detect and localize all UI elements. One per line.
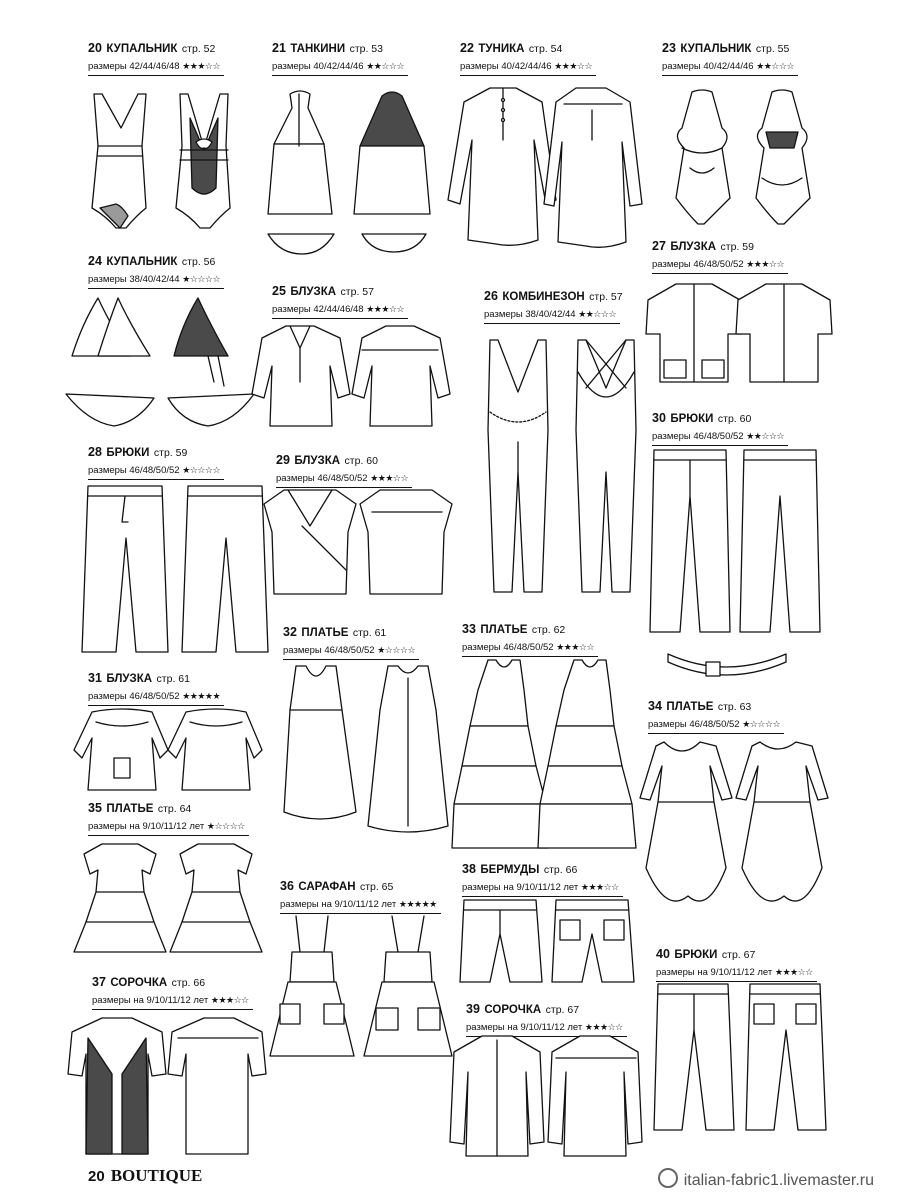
item-page: стр. 52 (181, 43, 216, 55)
item-name: БЛУЗКА (290, 286, 337, 298)
item-name: КОМБИНЕЗОН (502, 291, 585, 303)
item-29 (276, 452, 412, 488)
item-sizes-text: размеры 40/42/44/46 (272, 61, 364, 72)
item-number: 37 (92, 975, 106, 989)
dress-34-sketch (642, 738, 832, 918)
page-number: 20 (88, 1168, 105, 1185)
item-number: 24 (88, 254, 102, 268)
blouse-29-sketch (262, 486, 458, 598)
difficulty-stars: ★☆☆☆☆ (742, 719, 781, 729)
item-name: БРЮКИ (670, 413, 714, 425)
item-sizes-text: размеры 46/48/50/52 (88, 691, 180, 702)
item-sizes-text: размеры на 9/10/11/12 лет (88, 821, 205, 832)
item-sizes (484, 309, 620, 324)
shirt-39-sketch (446, 1032, 644, 1160)
item-name: БЛУЗКА (670, 241, 717, 253)
swimsuit-23-sketch (662, 88, 832, 233)
item-name: ПЛАТЬЕ (106, 803, 154, 815)
item-sizes-text: размеры на 9/10/11/12 лет (462, 882, 579, 893)
watermark (658, 1168, 874, 1190)
item-sizes-text: размеры 46/48/50/52 (652, 431, 744, 442)
item-sizes-text: размеры на 9/10/11/12 лет (92, 995, 209, 1006)
item-25 (272, 283, 408, 319)
item-number: 34 (648, 699, 662, 713)
item-page: стр. 63 (717, 701, 752, 713)
item-32 (283, 624, 419, 660)
item-number: 40 (656, 947, 670, 961)
item-number: 32 (283, 625, 297, 639)
item-36 (280, 878, 441, 914)
item-page: стр. 66 (543, 864, 578, 876)
difficulty-stars: ★☆☆☆☆ (182, 274, 221, 284)
item-name: КУПАЛЬНИК (106, 43, 178, 55)
item-sizes (88, 274, 224, 289)
page-footer (88, 1166, 202, 1186)
item-name: ПЛАТЬЕ (480, 624, 528, 636)
item-name: ТАНКИНИ (290, 43, 346, 55)
item-page: стр. 56 (181, 256, 216, 268)
difficulty-stars: ★★★☆☆ (746, 259, 785, 269)
item-page: стр. 67 (721, 949, 756, 961)
difficulty-stars: ★★★☆☆ (210, 995, 249, 1005)
item-page: стр. 60 (344, 455, 378, 467)
difficulty-stars: ★★☆☆☆ (756, 61, 795, 71)
item-page: стр. 57 (589, 291, 623, 303)
item-number: 31 (88, 671, 102, 685)
difficulty-stars: ★★★★★ (182, 691, 221, 701)
item-sizes (648, 719, 784, 734)
item-page: стр. 59 (720, 241, 754, 253)
item-page: стр. 62 (531, 624, 566, 636)
item-page: стр. 66 (171, 977, 206, 989)
item-name: ПЛАТЬЕ (666, 701, 714, 713)
item-sizes (88, 691, 224, 706)
item-number: 29 (276, 453, 290, 467)
item-sizes (92, 995, 253, 1010)
item-28 (88, 444, 224, 480)
item-page: стр. 61 (352, 627, 387, 639)
item-sizes-text: размеры 46/48/50/52 (276, 473, 368, 484)
item-number: 36 (280, 879, 294, 893)
item-sizes (460, 61, 596, 76)
difficulty-stars: ★★★☆☆ (774, 967, 813, 977)
item-page: стр. 67 (545, 1004, 580, 1016)
item-name: БЕРМУДЫ (480, 864, 540, 876)
item-number: 27 (652, 239, 666, 253)
item-sizes (462, 882, 623, 897)
item-sizes-text: размеры 40/42/44/46 (460, 61, 552, 72)
item-name: ПЛАТЬЕ (301, 627, 349, 639)
item-38 (462, 861, 623, 897)
difficulty-stars: ★★★★★ (398, 899, 437, 909)
item-sizes-text: размеры на 9/10/11/12 лет (280, 899, 397, 910)
difficulty-stars: ★★★☆☆ (580, 882, 619, 892)
item-number: 39 (466, 1002, 480, 1016)
difficulty-stars: ★★★☆☆ (182, 61, 221, 71)
item-sizes (462, 642, 598, 657)
item-35 (88, 800, 249, 836)
difficulty-stars: ★☆☆☆☆ (182, 465, 221, 475)
item-sizes-text: размеры 40/42/44/46 (662, 61, 754, 72)
trousers-40-sketch (650, 980, 840, 1140)
item-27 (652, 238, 788, 274)
item-23 (662, 40, 798, 76)
item-sizes (88, 61, 224, 76)
item-20 (88, 40, 224, 76)
item-sizes-text: размеры на 9/10/11/12 лет (656, 967, 773, 978)
item-page: стр. 54 (528, 43, 563, 55)
item-sizes (88, 821, 249, 836)
difficulty-stars: ★★★☆☆ (366, 304, 405, 314)
item-page: стр. 60 (717, 413, 752, 425)
difficulty-stars: ★☆☆☆☆ (377, 645, 416, 655)
dress-32-sketch (276, 662, 456, 830)
item-page: стр. 59 (153, 447, 188, 459)
livemaster-logo-icon (658, 1168, 678, 1188)
item-number: 33 (462, 622, 476, 636)
bikini-24-sketch (58, 294, 264, 444)
item-name: САРАФАН (298, 881, 356, 893)
item-name: КУПАЛЬНИК (680, 43, 752, 55)
item-26 (484, 288, 623, 324)
difficulty-stars: ★★☆☆☆ (366, 61, 405, 71)
shirt-37-sketch (66, 1014, 266, 1164)
swimsuit-20-sketch (76, 88, 246, 238)
difficulty-stars: ★★☆☆☆ (578, 309, 617, 319)
item-sizes-text: размеры 42/44/46/48 (272, 304, 364, 315)
item-sizes-text: размеры 46/48/50/52 (462, 642, 554, 653)
tunic-22-sketch (446, 80, 646, 250)
item-sizes-text: размеры 38/40/42/44 (88, 274, 180, 285)
item-sizes-text: размеры 46/48/50/52 (652, 259, 744, 270)
item-sizes-text: размеры на 9/10/11/12 лет (466, 1022, 583, 1033)
item-page: стр. 61 (156, 673, 190, 685)
shorts-38-sketch (456, 896, 646, 988)
trousers-28-sketch (76, 482, 276, 662)
item-name: БЛУЗКА (106, 673, 153, 685)
item-page: стр. 65 (359, 881, 394, 893)
tankini-21-sketch (262, 84, 442, 260)
blouse-31-sketch (72, 706, 268, 796)
difficulty-stars: ★★★☆☆ (554, 61, 593, 71)
pinafore-36-sketch (266, 912, 456, 1062)
item-name: КУПАЛЬНИК (106, 256, 178, 268)
item-sizes-text: размеры 42/44/46/48 (88, 61, 180, 72)
item-sizes-text: размеры 38/40/42/44 (484, 309, 576, 320)
item-sizes (662, 61, 798, 76)
item-number: 23 (662, 41, 676, 55)
item-40 (656, 946, 817, 982)
watermark-text: italian-fabric1.livemaster.ru (683, 1172, 874, 1189)
item-34 (648, 698, 784, 734)
item-24 (88, 253, 224, 289)
item-number: 26 (484, 289, 498, 303)
item-name: БРЮКИ (106, 447, 150, 459)
jumpsuit-26-sketch (478, 332, 648, 602)
trousers-30-sketch (646, 444, 846, 688)
difficulty-stars: ★★☆☆☆ (746, 431, 785, 441)
difficulty-stars: ★★★☆☆ (370, 473, 409, 483)
item-37 (92, 974, 253, 1010)
item-page: стр. 55 (755, 43, 790, 55)
item-number: 30 (652, 411, 666, 425)
difficulty-stars: ★☆☆☆☆ (206, 821, 245, 831)
item-page: стр. 57 (340, 286, 374, 298)
item-sizes (272, 304, 408, 319)
item-31 (88, 670, 224, 706)
dress-35-sketch (72, 840, 268, 960)
item-page: стр. 53 (349, 43, 383, 55)
dress-33-sketch (456, 656, 642, 856)
item-number: 35 (88, 801, 102, 815)
item-number: 25 (272, 284, 286, 298)
item-sizes-text: размеры 46/48/50/52 (283, 645, 375, 656)
item-sizes (272, 61, 408, 76)
item-number: 38 (462, 862, 476, 876)
item-name: БРЮКИ (674, 949, 718, 961)
item-30 (652, 410, 788, 446)
item-name: СОРОЧКА (110, 977, 168, 989)
item-sizes (88, 465, 224, 480)
item-21 (272, 40, 408, 76)
item-sizes (652, 259, 788, 274)
item-name: СОРОЧКА (484, 1004, 542, 1016)
item-22 (460, 40, 596, 76)
item-number: 21 (272, 41, 286, 55)
blouse-25-sketch (250, 322, 460, 432)
difficulty-stars: ★★★☆☆ (584, 1022, 623, 1032)
item-sizes-text: размеры 46/48/50/52 (648, 719, 740, 730)
magazine-logo: BOUTIQUE (110, 1166, 203, 1185)
item-number: 20 (88, 41, 102, 55)
item-name: БЛУЗКА (294, 455, 341, 467)
item-33 (462, 621, 598, 657)
difficulty-stars: ★★★☆☆ (556, 642, 595, 652)
item-sizes (283, 645, 419, 660)
item-page: стр. 64 (157, 803, 192, 815)
item-name: ТУНИКА (478, 43, 525, 55)
blouse-27-sketch (648, 278, 848, 388)
item-sizes-text: размеры 46/48/50/52 (88, 465, 180, 476)
item-number: 22 (460, 41, 474, 55)
item-number: 28 (88, 445, 102, 459)
